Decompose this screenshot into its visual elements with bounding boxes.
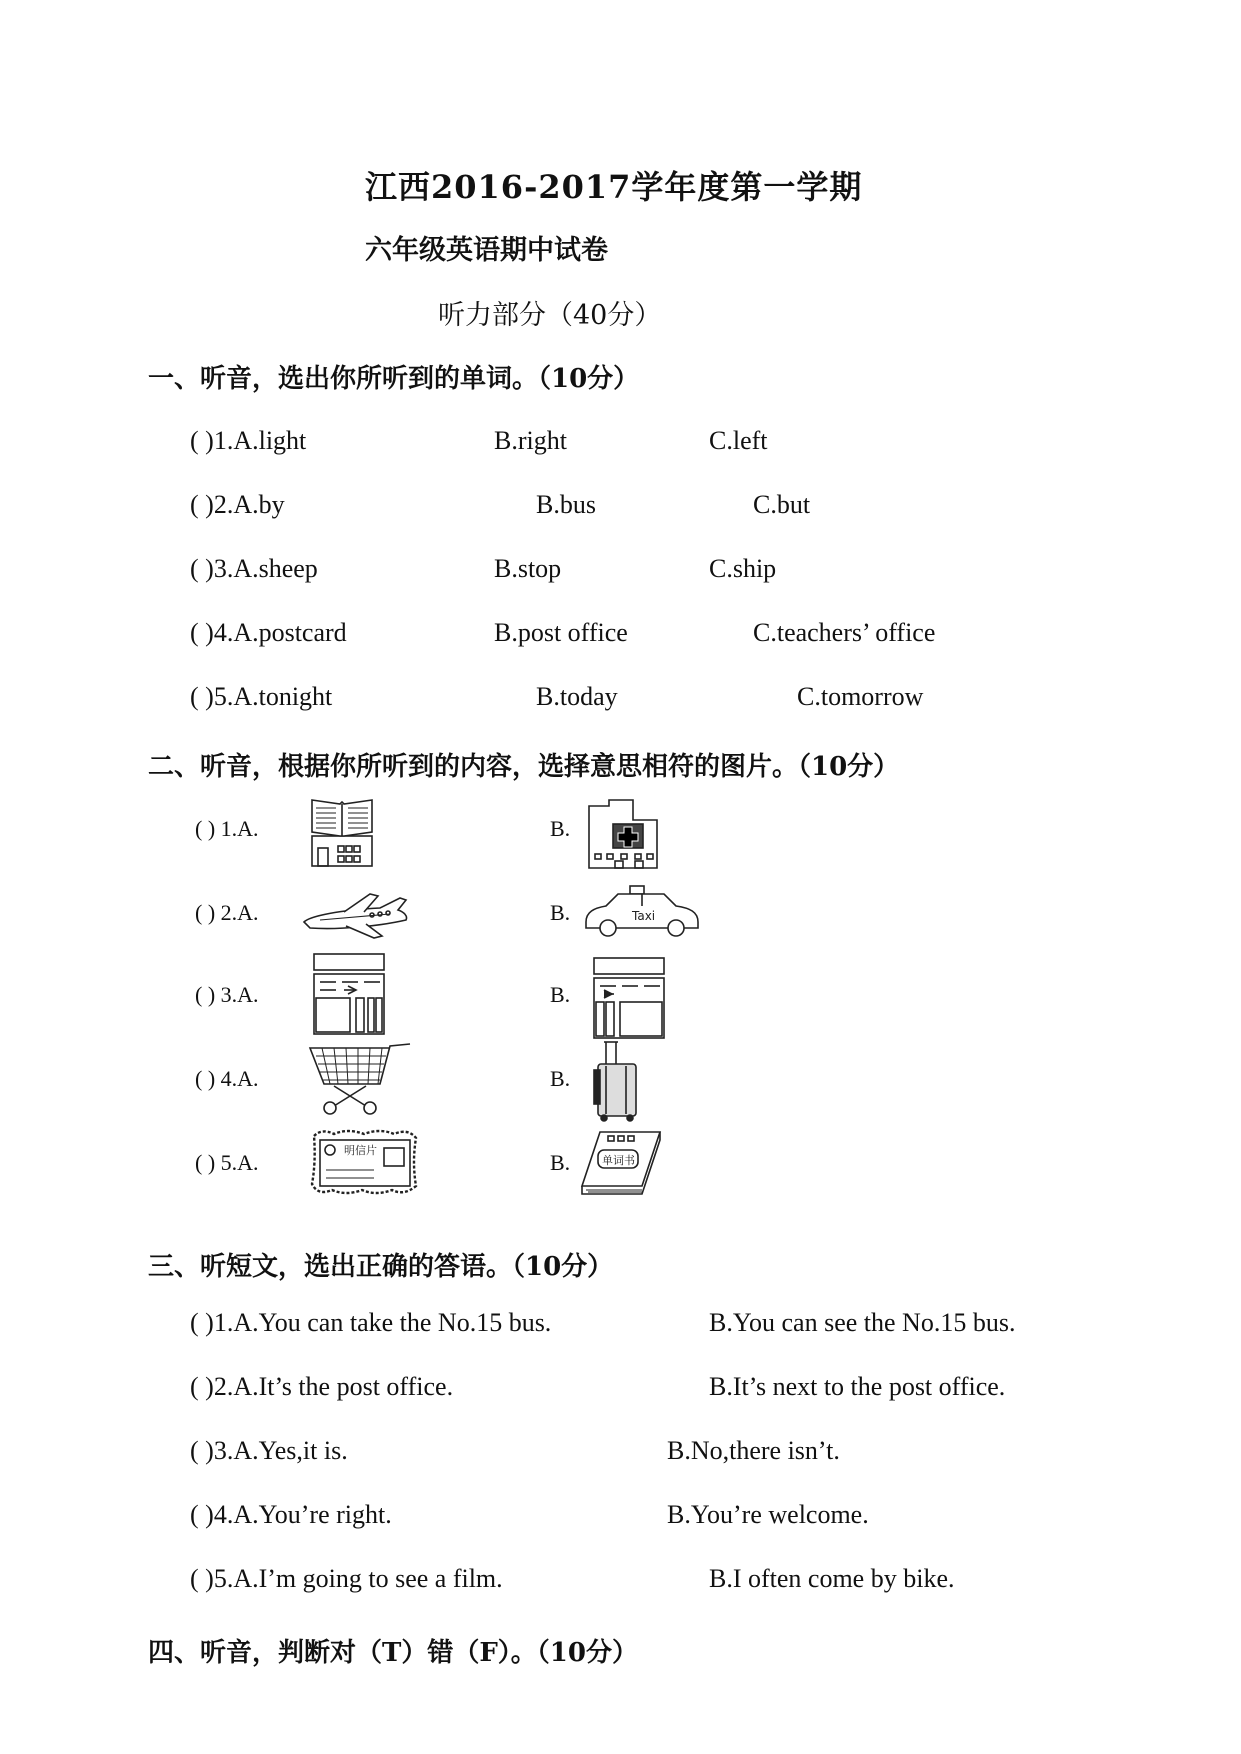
s2-q5-a-label: ( ) 5.A. bbox=[195, 1150, 259, 1175]
s1-q1-c: C.left bbox=[709, 426, 768, 455]
section2-heading: 二、听音，根据你所听到的内容，选择意思相符的图片。（10分） bbox=[148, 752, 900, 782]
dictionary-icon bbox=[580, 1128, 664, 1200]
shopping-cart-icon bbox=[308, 1040, 412, 1116]
s2-q1-b-label: B. bbox=[550, 816, 571, 841]
part-heading: 听力部分（40分） bbox=[438, 300, 662, 331]
s3-q3-b: B.No,there isn’t. bbox=[667, 1436, 840, 1465]
s1-q2-c: C.but bbox=[753, 490, 811, 519]
s1-q2-a: ( )2.A.by bbox=[190, 490, 285, 519]
s3-q1-a: ( )1.A.You can take the No.15 bus. bbox=[190, 1308, 552, 1337]
s1-q5-a: ( )5.A.tonight bbox=[190, 682, 333, 711]
s1-q3-c: C.ship bbox=[709, 554, 777, 583]
s1-q1-b: B.right bbox=[494, 426, 567, 455]
s3-q5-a: ( )5.A.I’m going to see a film. bbox=[190, 1564, 503, 1593]
s1-q5-b: B.today bbox=[536, 682, 618, 711]
s3-q4-a: ( )4.A.You’re right. bbox=[190, 1500, 392, 1529]
s1-q2-b: B.bus bbox=[536, 490, 596, 519]
s2-q4-b-label: B. bbox=[550, 1066, 571, 1091]
taxi-icon bbox=[580, 882, 704, 942]
s2-q3-a-label: ( ) 3.A. bbox=[195, 982, 259, 1007]
map-icon bbox=[590, 956, 668, 1040]
s3-q2-b: B.It’s next to the post office. bbox=[709, 1372, 1006, 1401]
s1-q4-c: C.teachers’ office bbox=[753, 618, 936, 647]
library-icon bbox=[306, 796, 378, 868]
s3-q3-a: ( )3.A.Yes,it is. bbox=[190, 1436, 348, 1465]
s1-q1-a: ( )1.A.light bbox=[190, 426, 307, 455]
s2-q3-b-label: B. bbox=[550, 982, 571, 1007]
section1-heading: 一、听音，选出你所听到的单词。（10分） bbox=[148, 364, 640, 394]
suitcase-icon bbox=[592, 1040, 642, 1122]
page-title: 江西2016-2017学年度第一学期 bbox=[365, 168, 863, 206]
s1-q5-c: C.tomorrow bbox=[797, 682, 924, 711]
s1-q3-b: B.stop bbox=[494, 554, 562, 583]
dictionary-label: 单词书 bbox=[602, 1154, 635, 1167]
s3-q2-a: ( )2.A.It’s the post office. bbox=[190, 1372, 454, 1401]
s3-q1-b: B.You can see the No.15 bus. bbox=[709, 1308, 1016, 1337]
postcard-label: 明信片 bbox=[344, 1144, 377, 1157]
s2-q2-b-label: B. bbox=[550, 900, 571, 925]
s1-q4-a: ( )4.A.postcard bbox=[190, 618, 347, 647]
page-subtitle: 六年级英语期中试卷 bbox=[365, 235, 608, 266]
plane-icon bbox=[300, 888, 412, 940]
s1-q4-b: B.post office bbox=[494, 618, 628, 647]
map-icon bbox=[310, 952, 388, 1036]
taxi-label: Taxi bbox=[632, 909, 656, 923]
s3-q5-b: B.I often come by bike. bbox=[709, 1564, 955, 1593]
section3-heading: 三、听短文，选出正确的答语。（10分） bbox=[148, 1252, 614, 1282]
s2-q5-b-label: B. bbox=[550, 1150, 571, 1175]
s1-q3-a: ( )3.A.sheep bbox=[190, 554, 318, 583]
hospital-icon bbox=[585, 798, 661, 870]
section4-heading: 四、听音，判断对（T）错（F）。（10分） bbox=[148, 1638, 638, 1668]
s2-q4-a-label: ( ) 4.A. bbox=[195, 1066, 259, 1091]
s2-q1-a-label: ( ) 1.A. bbox=[195, 816, 259, 841]
s3-q4-b: B.You’re welcome. bbox=[667, 1500, 869, 1529]
s2-q2-a-label: ( ) 2.A. bbox=[195, 900, 259, 925]
postcard-icon bbox=[308, 1126, 420, 1198]
